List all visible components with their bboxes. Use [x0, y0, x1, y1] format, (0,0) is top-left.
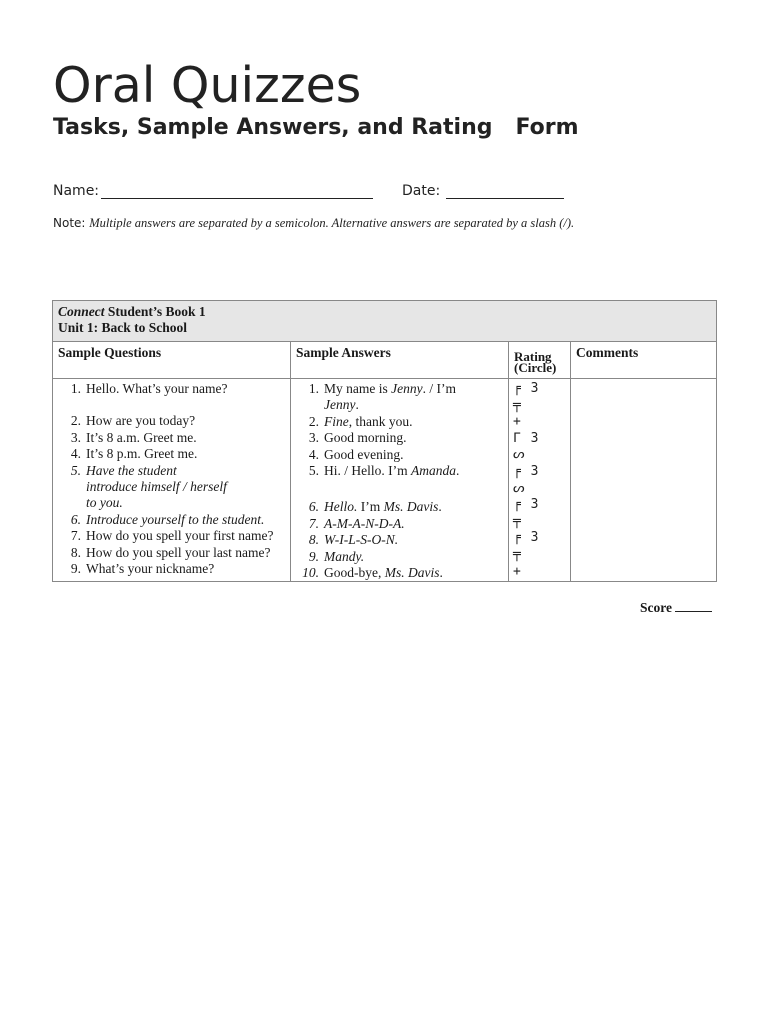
answer-item	[291, 447, 508, 463]
question-number: 1.	[70, 381, 81, 396]
answer-text-italic: Amanda	[411, 463, 456, 479]
answer-text	[322, 463, 508, 479]
book-title-italic: Connect	[58, 304, 105, 319]
book-title-rest: Student’s Book 1	[104, 304, 206, 319]
answer-text	[322, 565, 508, 581]
student-info-row	[53, 182, 733, 204]
answer-item	[291, 463, 508, 479]
name-input-line[interactable]	[101, 182, 373, 199]
quiz-table	[52, 300, 717, 582]
question-text: It’s 8 p.m. Greet me.	[86, 446, 198, 462]
question-number: 9.	[70, 561, 81, 577]
answer-number: 9.	[308, 548, 319, 564]
answer-number: 10.	[302, 565, 319, 581]
answer-text	[322, 499, 508, 515]
date-label: Date:	[402, 183, 441, 199]
answer-text-part: My name is	[324, 381, 392, 396]
unit-title: Unit 1: Back to School	[58, 320, 188, 335]
question-text-line: Have the student	[86, 462, 177, 478]
date-input-line[interactable]	[446, 182, 564, 199]
question-text: How do you spell your first name?	[86, 528, 274, 544]
answer-text-italic: Ms. Davis	[383, 499, 439, 515]
header-rating	[509, 342, 571, 379]
answer-text	[322, 414, 508, 430]
question-number: 3.	[70, 429, 81, 445]
questions-cell	[53, 379, 291, 582]
question-item	[53, 430, 290, 446]
name-label: Name:	[53, 183, 100, 199]
answer-number: 7.	[308, 515, 319, 531]
answer-text-italic: Fine	[324, 413, 349, 429]
question-item	[53, 512, 290, 528]
answer-text-part: Good-bye,	[324, 565, 385, 581]
question-text: It’s 8 a.m. Greet me.	[86, 429, 197, 445]
header-rating-line1: Rating	[514, 349, 552, 364]
question-number: 2.	[70, 413, 81, 429]
answer-number: 1.	[308, 381, 319, 396]
answer-item	[291, 532, 508, 548]
question-item	[53, 561, 290, 577]
spacer	[53, 397, 290, 401]
answers-list	[291, 381, 508, 581]
answer-item	[291, 549, 508, 565]
note-text: Multiple answers are separated by a semicolon. Alternative answers are separated by a slash (/).	[89, 216, 575, 230]
score-label: Score	[640, 600, 672, 615]
answer-text-italic: Ms. Davis	[384, 565, 440, 581]
rating-mark[interactable]: ᔕ	[513, 480, 526, 496]
date-field	[402, 182, 564, 199]
answer-text-part: .	[456, 463, 460, 479]
answer-item	[291, 414, 508, 430]
answer-text: A-M-A-N-D-A.	[324, 515, 405, 531]
header-rating-line2: (Circle)	[514, 360, 557, 375]
note-label: Note:	[53, 216, 90, 230]
header-comments: Comments	[571, 342, 717, 379]
answer-number: 4.	[308, 446, 319, 462]
question-number: 7.	[70, 528, 81, 544]
answer-number: 5.	[308, 463, 319, 479]
answer-number: 2.	[308, 413, 319, 429]
answer-item	[291, 381, 508, 414]
question-number: 4.	[70, 446, 81, 462]
answer-item	[291, 430, 508, 446]
rating-mark[interactable]: +	[513, 563, 522, 579]
question-number: 6.	[70, 511, 81, 527]
note	[53, 216, 574, 231]
answer-item	[291, 516, 508, 532]
score-input-line[interactable]	[675, 600, 712, 612]
question-text-line: to you.	[86, 495, 123, 511]
question-item	[53, 528, 290, 544]
answer-text: Good evening.	[324, 446, 404, 462]
answer-text	[322, 381, 508, 414]
answer-text-part: .	[439, 565, 443, 581]
question-item	[53, 463, 290, 512]
page-subtitle: Tasks, Sample Answers, and Rating Form	[53, 115, 579, 140]
question-item	[53, 446, 290, 462]
rating-mark[interactable]: ╒ 3	[513, 530, 540, 546]
question-item	[53, 545, 290, 561]
question-item	[53, 413, 290, 429]
answer-text-part: .	[355, 397, 359, 413]
question-item	[53, 381, 290, 397]
rating-mark[interactable]: ╒ 3	[513, 381, 540, 396]
answer-text-italic: Hello.	[324, 499, 358, 515]
questions-list	[53, 381, 290, 577]
question-text	[84, 463, 290, 512]
rating-mark[interactable]: ╒ 3	[513, 463, 540, 479]
answer-text: Mandy.	[324, 548, 365, 564]
rating-mark[interactable]: ᔕ	[513, 447, 526, 463]
question-number: 5.	[70, 462, 81, 478]
rating-mark[interactable]: +	[513, 414, 522, 430]
question-text-line: introduce himself / herself	[86, 479, 227, 495]
rating-cell[interactable]	[509, 379, 571, 582]
header-questions: Sample Questions	[53, 342, 291, 379]
answer-number: 6.	[308, 499, 319, 515]
book-title	[58, 304, 711, 320]
answer-text-part: Hi. / Hello. I’m	[324, 463, 411, 479]
question-number: 8.	[70, 544, 81, 560]
rating-mark[interactable]: ╤	[513, 546, 522, 562]
answer-text-italic: Jenny	[391, 381, 423, 396]
answer-item	[291, 499, 508, 515]
rating-mark[interactable]: ╒ 3	[513, 497, 540, 513]
answer-text-part: .	[438, 499, 442, 515]
rating-mark[interactable]: ╤	[513, 513, 522, 529]
question-text: What’s your nickname?	[86, 561, 215, 577]
answer-text-part: , thank you.	[348, 413, 413, 429]
answers-cell	[291, 379, 509, 582]
unit-header	[53, 301, 717, 342]
answer-text-italic: Jenny	[324, 397, 356, 413]
page-title: Oral Quizzes	[53, 57, 362, 114]
header-answers: Sample Answers	[291, 342, 509, 379]
rating-mark[interactable]: Γ 3	[513, 430, 540, 446]
name-field	[53, 182, 373, 199]
answer-text: Good morning.	[324, 430, 407, 446]
answer-text-part: I’m	[357, 499, 384, 515]
question-text: Hello. What’s your name?	[86, 381, 228, 396]
answer-text: W-I-L-S-O-N.	[324, 532, 399, 548]
question-text: How do you spell your last name?	[86, 544, 271, 560]
answer-text-part: . / I’m	[422, 381, 456, 396]
comments-cell[interactable]	[571, 379, 717, 582]
answer-item	[291, 565, 508, 581]
question-text: Introduce yourself to the student.	[86, 511, 265, 527]
question-text: How are you today?	[86, 413, 196, 429]
score-field	[640, 600, 712, 616]
answer-number: 8.	[308, 532, 319, 548]
answer-number: 3.	[308, 430, 319, 446]
rating-mark[interactable]: ╤	[513, 397, 522, 413]
